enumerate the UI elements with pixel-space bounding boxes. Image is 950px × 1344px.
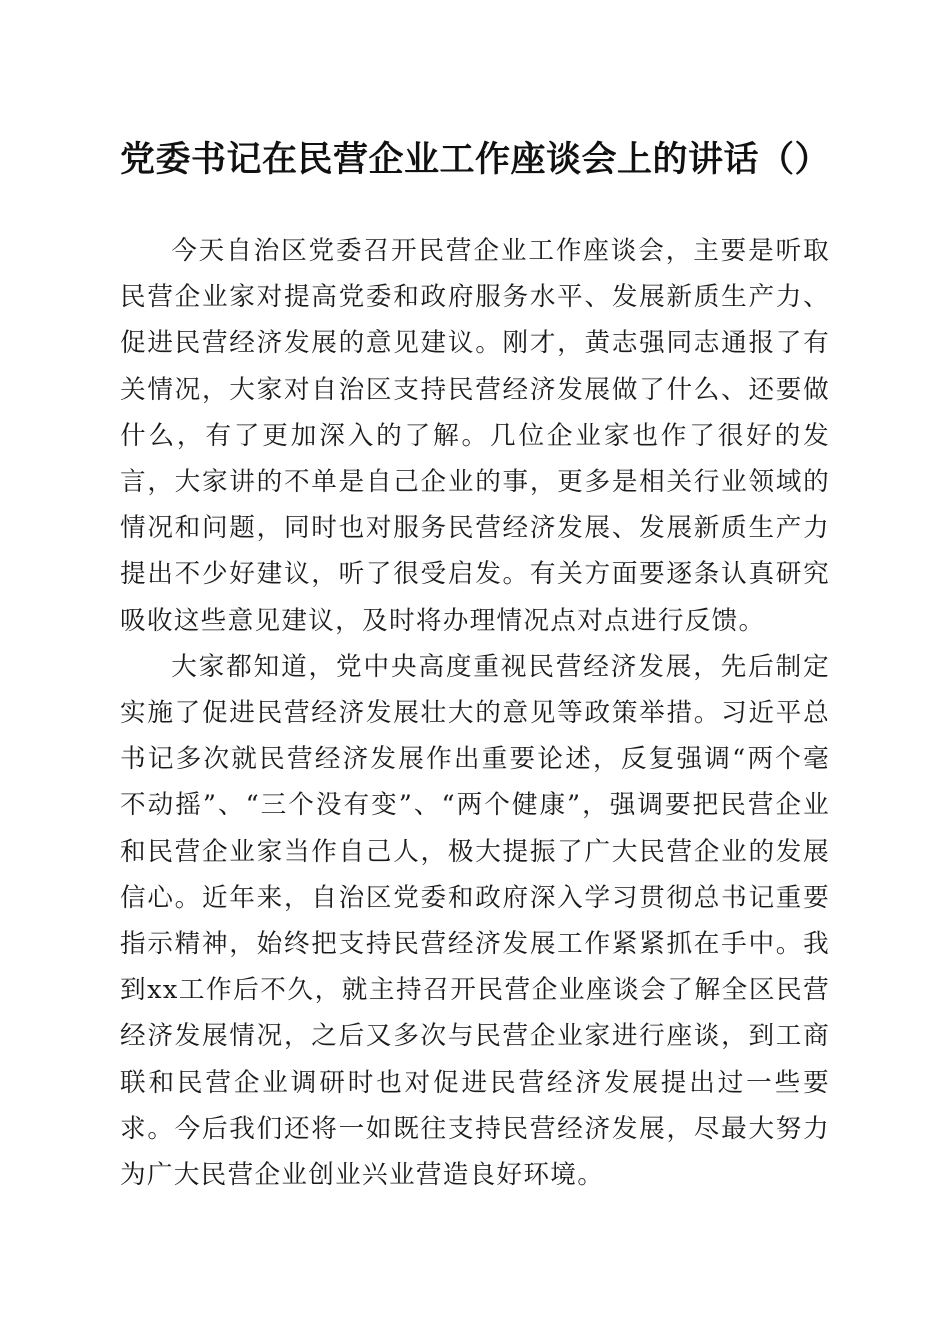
paragraph-2: 大家都知道，党中央高度重视民营经济发展，先后制定实施了促进民营经济发展壮大的意见等政策举措。习近平总书记多次就民营经济发展作出重要论述，反复强调“两个毫不动摇”、“三个没有变”、“两个健康”，强调要把民营企业和民营企业家当作自己人，极大提振了广大民营企业的发展信心。近年来，自治区党委和政府深入学习贯彻总书记重要指示精神，始终把支持民营经济发展工作紧紧抓在手中。我到xx工作后不久，就主持召开民营企业座谈会了解全区民营经济发展情况，之后又多次与民营企业家进行座谈，到工商联和民营企业调研时也对促进民营经济发展提出过一些要求。今后我们还将一如既往支持民营经济发展，尽最大努力为广大民营企业创业兴业营造良好环境。 xyxy=(120,651,830,1191)
document-title: 党委书记在民营企业工作座谈会上的讲话（） xyxy=(120,139,831,180)
paragraph-1: 今天自治区党委召开民营企业工作座谈会，主要是听取民营企业家对提高党委和政府服务水平、发展新质生产力、促进民营经济发展的意见建议。刚才，黄志强同志通报了有关情况，大家对自治区支持民营经济发展做了什么、还要做什么，有了更加深入的了解。几位企业家也作了很好的发言，大家讲的不单是自己企业的事，更多是相关行业领域的情况和问题，同时也对服务民营经济发展、发展新质生产力提出不少好建议，听了很受启发。有关方面要逐条认真研究吸收这些意见建议，及时将办理情况点对点进行反馈。 xyxy=(120,236,830,636)
document-body xyxy=(120,228,830,1198)
